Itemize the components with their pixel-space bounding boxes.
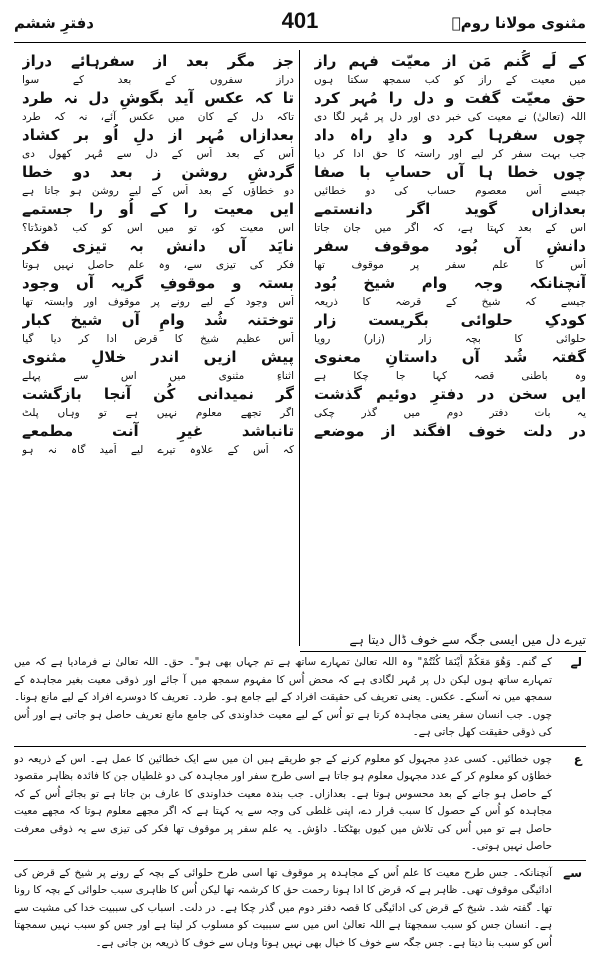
verse-line: گردشِ روشن ز بعد دو خطا: [22, 163, 294, 181]
verse-line: کے لَے گُنم مَن از معیّت فہم راز: [314, 52, 586, 70]
footnote: [14, 751, 586, 856]
verse-line: حق معیّت گفت و دل را مُہر کرد: [314, 89, 586, 107]
translation-line: اثناءِ مثنوی میں اس سے پہلے: [22, 370, 294, 382]
verse-line: دانشِ آں بُود موقوف سفر: [314, 237, 586, 255]
book-title: مثنوی مولانا رومؒ: [451, 14, 586, 32]
right-verse-column: [314, 50, 586, 646]
footnote-separator: [14, 746, 586, 747]
right-column-last-gloss: تیرے دل میں ایسی جگہ سے خوف ڈال دیتا ہے: [349, 632, 586, 647]
translation-line: اُس کے بعد اُس کے دل سے مُہر کھول دی: [22, 148, 294, 160]
translation-line: دو خطاؤں کے بعد اُس کے لیے روشن ہو جاتا ہے: [22, 185, 294, 197]
footnote-text: آنچنانکہ۔ جس طرح معیت کا علم اُس کے مجاہدہ پر موقوف تھا اسی طرح حلوائی کے بچہ کے رونے پر شیخ کے قرض کی ادائیگی موقوف تھی۔ ظاہر ہے کہ قرض کا ادا ہونا رحمت حق کا کرشمہ تھا لیکن اُس کا ظاہری سبب حلوائی کے بچہ کا رونا تھا۔ گفتہ شد۔ شیخ کے قرض کی ادائیگی کا قصہ دفتر دوم میں گذر چکا ہے۔ در دلت۔ اسباب کی سببیت خدا کی مشیت سے ہے۔ انسان جس کو سبب سمجھتا ہے اللہ تعالیٰ اس میں سے سببیت کو مسلوب کر لیتا ہے اور جس کو سبب نہیں سمجھتا اُس کو سبب بنا دیتا ہے۔ جس جگہ سے خوف کا خیال بھی نہیں ہوتا وہاں سے خوف کا ذریعہ بن جاتی ہے۔: [14, 866, 552, 949]
column-divider: [299, 50, 300, 646]
verse-line: ایں معیت را کے اُو را جستمے: [22, 200, 294, 218]
verse-line: ایں سخن در دفترِ دوئیم گذشت: [314, 385, 586, 403]
footnotes-section: [14, 654, 586, 955]
translation-line: جیسے اُس معصوم حساب کی دو خطائیں: [314, 185, 586, 197]
page-number: 401: [281, 8, 319, 33]
footnote-text: کے گنم۔ وَھُوَ مَعَکُمْ أَیْنَمَا کُنْتُمْ" وہ اللہ تعالیٰ تمہارے ساتھ ہے تم جہاں بھی ہو"۔ حق۔ اللہ تعالیٰ نے فرمادیا ہے کہ میں تمہارے ساتھ ہوں لیکن دل پر مُہر لگادی ہے کہ محض اُس کا مفہوم سمجھ میں آ جائے اور ذوقی معیت بغیر مجاہدہ کے سمجھ میں نہ آسکے۔ عکس۔ یعنی تعریف کی حقیقت افراد کے لیے جامع ہو۔ طرد۔ تعریف کا دوسرے افراد کے لیے مانع ہونا۔ چوں۔ جب انسان سفر یعنی مجاہدہ کرتا ہے تو اُس کے لیے معیت خداوندی کی جامع مانع تعریف حاصل ہو جاتی ہے اور اُس کی ذوقی حقیقت کھل جاتی ہے۔: [14, 656, 552, 738]
translation-line: اللہ (تعالیٰ) نے معیت کی خبر دی اور دل پر مُہر لگا دی: [314, 111, 586, 123]
translation-line: فکر کی تیزی سے، وہ علم حاصل نہیں ہوتا: [22, 259, 294, 271]
footnote: [14, 654, 586, 742]
translation-line: میں معیت کے راز کو کب سمجھ سکتا ہوں: [314, 74, 586, 86]
verse-line: نایَد آں دانش بہ تیزی فکر: [22, 237, 294, 255]
verse-line: بعدازاں گوید اگر دانستمے: [314, 200, 586, 218]
volume-title: دفترِ ششم: [14, 14, 94, 32]
footnote-rule: [300, 651, 586, 652]
translation-line: اس معیت کو، تو میں اس کو کب ڈھونڈتا؟: [22, 222, 294, 234]
verse-line: چوں خطا ہا آں حسابِ با صفا: [314, 163, 586, 181]
verse-line: گفتہ شُد آں داستانِ معنوی: [314, 348, 586, 366]
verse-line: پیش ازیں اندر خلالِ مثنوی: [22, 348, 294, 366]
verse-line: در دلت خوف افگند از موضعے: [314, 422, 586, 440]
footnote-marker: سے: [563, 865, 582, 880]
verse-line: توختنہ شُد وامِ آں شیخ کبار: [22, 311, 294, 329]
translation-line: اس کے بعد کہتا ہے، کہ اگر میں جان جاتا: [314, 222, 586, 234]
page-header: [14, 6, 586, 40]
verse-line: بستہ و موقوفِ گریہ آں وجود: [22, 274, 294, 292]
translation-line: یہ بات دفتر دوم میں گذر چکی: [314, 407, 586, 419]
footnote-text: چوں خطائیں۔ کسی عددِ مجہول کو معلوم کرنے کے جو طریقے ہیں ان میں سے ایک خطائین کا عمل ہے۔ اس کے ذریعہ دو خطاؤں کو معلوم کر کے عدد مجہول معلوم ہو جاتا ہے اسی طرح سفر اور مجاہدہ کی دو غلطیاں جن کا فائدہ بظاہر مقصود کے حاصل ہو جانے کے بعد محسوس ہوتا ہے۔ بعدازاں۔ جب بندہ معیت خداوندی کا عارف بن جاتا ہے تو بجائے اُس کے کہ مجاہدہ کو اُس کے حصول کا سبب قرار دے، اپنی غلطی کی وجہ سے یہ کہتا ہے کہ اگر مجھے معلوم ہوتا کہ مجھے معیت حاصل ہے تو میں اُس کی تلاش میں کیوں بھٹکتا۔ داؤش۔ یہ علم سفر پر موقوف تھا فکر کی تیزی سے یہ ذوقی معرفت حاصل نہیں ہوتی۔: [14, 752, 552, 852]
left-verse-column: [22, 50, 294, 646]
header-rule: [14, 42, 586, 43]
translation-line: وہ باطنی قصہ کہا جا چکا ہے: [314, 370, 586, 382]
footnote-marker: لے: [570, 655, 582, 669]
verse-line: جز مگر بعد از سفرہائے دراز: [22, 52, 294, 70]
verse-line: آنچنانکہ وجہ وام شیخ بُود: [314, 274, 586, 292]
verse-line: چوں سفرہا کرد و دادِ راہ داد: [314, 126, 586, 144]
translation-line: اگر تجھے معلوم نہیں ہے تو وہاں پلٹ: [22, 407, 294, 419]
translation-line: تاکہ دل کے کان میں عکس آئے، نہ کہ طرد: [22, 111, 294, 123]
translation-line: حلوائی کا بچہ زار (زار) رویا: [314, 333, 586, 345]
footnote-marker: ع: [573, 751, 582, 766]
translation-line: اُس عظیم شیخ کا قرض ادا کر دیا گیا: [22, 333, 294, 345]
translation-line: جیسے کہ شیخ کے قرضہ کا ذریعہ: [314, 296, 586, 308]
footnote-separator: [14, 860, 586, 861]
translation-line: کہ اُس کے علاوہ تیرے لیے اُمید گاہ نہ ہو: [22, 444, 294, 456]
footnote: [14, 865, 586, 953]
translation-line: دراز سفروں کے بعد کے سوا: [22, 74, 294, 86]
verse-line: بعدازاں مُہر از دلِ اُو بر کشاد: [22, 126, 294, 144]
verse-line: گر نمیدانی کُن آنجا بازگشت: [22, 385, 294, 403]
translation-line: اُس وجود کے لیے رونے پر موقوف اور وابستہ تھا: [22, 296, 294, 308]
translation-line: اُس کا علم سفر پر موقوف تھا: [314, 259, 586, 271]
verse-line: کودکِ حلوائی بگریست زار: [314, 311, 586, 329]
verse-line: تانباشد غیرِ آنت مطمعے: [22, 422, 294, 440]
verse-line: تا کہ عکس آید بگوشِ دل نہ طرد: [22, 89, 294, 107]
translation-line: جب بہت سفر کر لیے اور راستہ کا حق ادا کر دیا: [314, 148, 586, 160]
